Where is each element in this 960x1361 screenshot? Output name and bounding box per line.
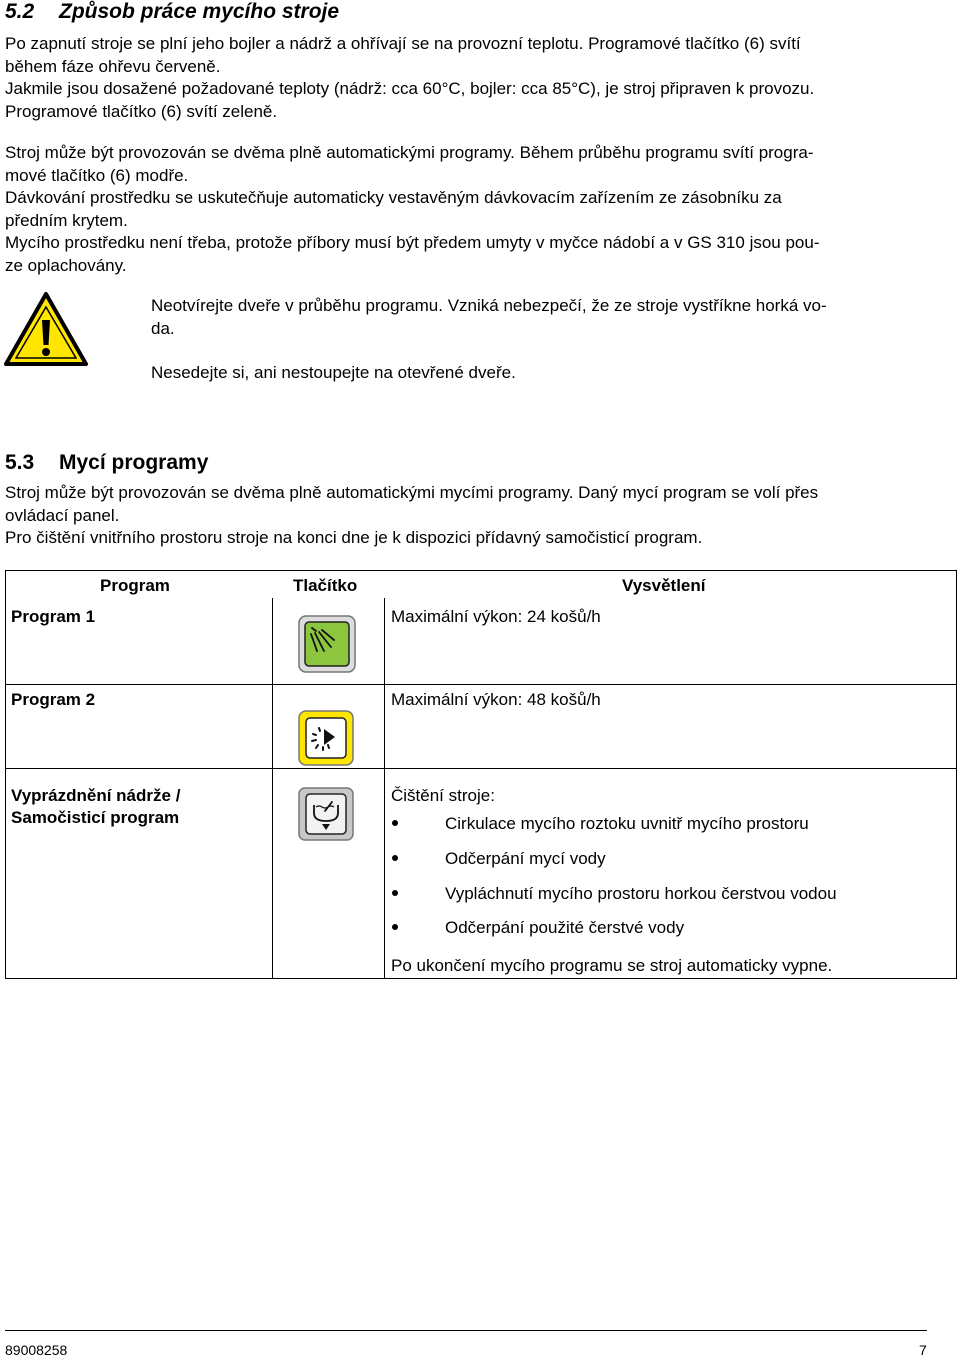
bullet-text: Vypláchnutí mycího prostoru horkou čerstvou vodou [445, 884, 837, 903]
section-5-2-title [5, 0, 339, 24]
bullet-text: Odčerpání použité čerstvé vody [445, 918, 685, 937]
text-line: ovládací panel. [5, 505, 120, 525]
section-number: 5.3 [5, 451, 35, 474]
header-program: Program [100, 576, 170, 595]
section-5-3-title [5, 451, 208, 475]
page-number: 7 [919, 1342, 927, 1358]
column-divider [272, 598, 273, 979]
drain-button-grey-icon[interactable] [298, 787, 354, 841]
header-button: Tlačítko [293, 576, 358, 595]
text-line: Po zapnutí stroje se plní jeho bojler a nádrž a ohřívají se na provozní teplotu. Programové tlačítko (6) svítí [5, 34, 801, 53]
bullet-icon [392, 820, 398, 826]
bullet-text: Cirkulace mycího roztoku uvnitř mycího prostoru [445, 814, 809, 833]
bullet-icon [392, 855, 398, 861]
self-clean-footer: Po ukončení mycího programu se stroj automaticky vypne. [391, 956, 833, 975]
self-clean-title: Čištění stroje: [391, 786, 495, 805]
program-2-explanation: Maximální výkon: 48 košů/h [391, 690, 601, 709]
document-number: 89008258 [5, 1342, 68, 1358]
program-1-label: Program 1 [11, 607, 96, 626]
footer-divider [5, 1330, 927, 1331]
text-line: Programové tlačítko (6) svítí zeleně. [5, 101, 278, 121]
text-line: da. [151, 318, 175, 338]
text-line: Stroj může být provozován se dvěma plně automatickými mycími programy. Daný mycí program se volí přes [5, 483, 819, 502]
text-line: během fáze ohřevu červeně. [5, 56, 221, 76]
text-line: Mycího prostředku není třeba, protože příbory musí být předem umyty v myčce nádobí a v GS 310 jsou pou- [5, 233, 820, 252]
warning-text-1 [151, 295, 921, 340]
table-border-bottom [5, 978, 957, 979]
column-divider [384, 598, 385, 979]
row-divider [5, 768, 957, 769]
text-line: ze oplachovány. [5, 255, 127, 275]
program-1-explanation: Maximální výkon: 24 košů/h [391, 607, 601, 626]
header-explanation: Vysvětlení [622, 576, 706, 595]
spray-button-green-icon[interactable] [298, 615, 356, 673]
intro-paragraph [5, 33, 935, 123]
text-line: Nesedejte si, ani nestoupejte na otevřené dveře. [151, 363, 516, 382]
text-line: Pro čištění vnitřního prostoru stroje na konci dne je k dispozici přídavný samočisticí program. [5, 528, 703, 547]
text-line: Neotvírejte dveře v průběhu programu. Vzniká nebezpečí, že ze stroje vystříkne horká vo- [151, 296, 827, 315]
section-title-text: Způsob práce mycího stroje [59, 0, 340, 23]
section-title-text: Mycí programy [59, 451, 209, 474]
section-number: 5.2 [5, 0, 35, 23]
text-line: Dávkování prostředku se uskutečňuje automaticky vestavěným dávkovacím zařízením ze zásobníku za [5, 188, 782, 207]
table-border-left [5, 570, 6, 979]
bullet-text: Odčerpání mycí vody [445, 849, 606, 868]
programs-paragraph [5, 142, 935, 277]
text-line: mové tlačítko (6) modře. [5, 165, 189, 185]
warning-triangle-icon [4, 292, 88, 366]
text-line: Samočisticí program [11, 808, 180, 827]
table-border-right [956, 570, 957, 979]
text-line: Vyprázdnění nádrže / [11, 786, 181, 805]
warning-text-2 [151, 362, 921, 385]
bullet-icon [392, 890, 398, 896]
row-divider [5, 684, 957, 685]
text-line: Stroj může být provozován se dvěma plně automatickými programy. Během průběhu programu svítí progra- [5, 143, 814, 162]
start-button-yellow-icon[interactable] [298, 710, 354, 766]
program-2-label: Program 2 [11, 690, 96, 709]
text-line: Jakmile jsou dosažené požadované teploty (nádrž: cca 60°C, bojler: cca 85°C), je stroj připraven k provozu. [5, 79, 815, 98]
wash-programs-paragraph [5, 482, 935, 550]
text-line: předním krytem. [5, 210, 128, 230]
self-clean-program-label [11, 785, 180, 829]
table-border-top [5, 570, 957, 571]
bullet-icon [392, 924, 398, 930]
